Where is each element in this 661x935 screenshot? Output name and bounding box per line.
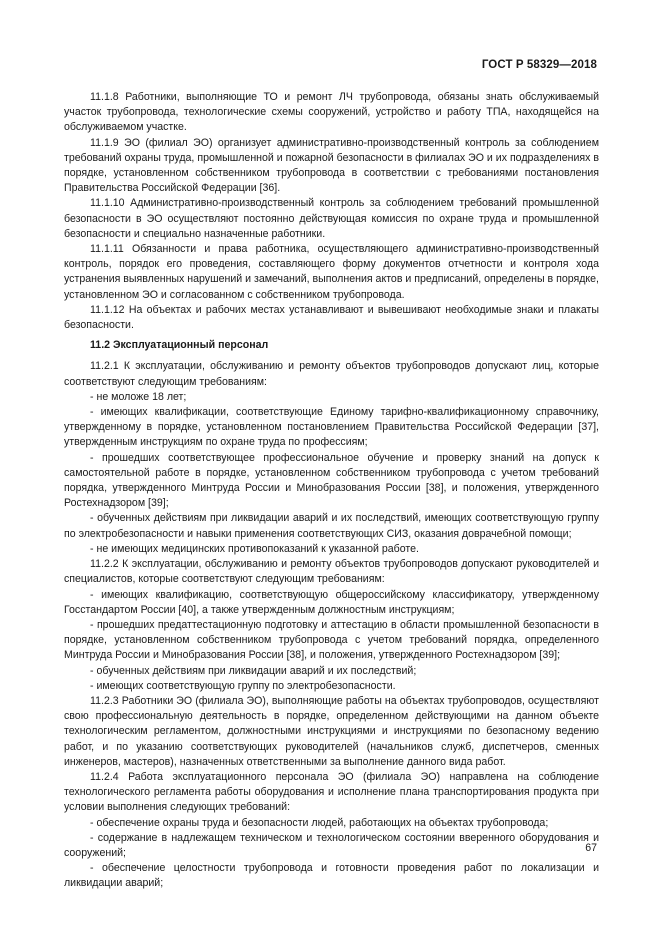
paragraph: 11.1.9 ЭО (филиал ЭО) организует административно-производственный контроль за соблюдением требований охраны труда, промышленной и пожарной безопасности в филиалах ЭО и их подразделениях в порядке, установленном собственником трубопровода в соответствии с требованиями постановления Правительства Российской Федерации [36]. — [64, 136, 599, 195]
list-item: - прошедших предаттестационную подготовку и аттестацию в области промышленной безопасности в порядке, установленном собственником трубопровода с учетом требований порядка, определенного Минтруда России и Минобразования России [38], и положения, утвержденного Ростехнадзором [39]; — [64, 618, 599, 662]
paragraph: 11.2.1 К эксплуатации, обслуживанию и ремонту объектов трубопроводов допускают лиц, которые соответствуют следующим требованиям: — [64, 360, 599, 388]
paragraph: 11.1.10 Административно-производственный контроль за соблюдением требований промышленной безопасности в ЭО осуществляют постоянно действующая комиссия по охране труда и промышленной безопасности и специально назначенные работники. — [64, 197, 599, 240]
document-body — [64, 90, 599, 892]
list-item: - имеющих квалификации, соответствующие Единому тарифно-квалификационному справочнику, утвержденному в порядке, установленном постановлением Правительства Российской Федерации [37], утвержденным инструкциям по охране труда по профессиям; — [64, 406, 599, 449]
paragraph: 11.2.2 К эксплуатации, обслуживанию и ремонту объектов трубопроводов допускают руководителей и специалистов, которые соответствуют следующим требованиям: — [64, 558, 599, 586]
list-item: - прошедших соответствующее профессиональное обучение и проверку знаний на допуск к самостоятельной работе в порядке, установленном собственником трубопровода с учетом требований порядка, утвержденного Минтруда России и Минобразования России [38], и положения, утвержденного Ростехнадзором [39]; — [64, 451, 599, 510]
list-item: - содержание в надлежащем техническом и технологическом состоянии вверенного оборудования и сооружений; — [64, 831, 599, 859]
list-item: - обеспечение целостности трубопровода и готовности проведения работ по локализации и ликвидации аварий; — [64, 862, 599, 890]
list-item: - не имеющих медицинских противопоказаний к указанной работе. — [90, 542, 419, 555]
list-item: - обеспечение охраны труда и безопасности людей, работающих на объектах трубопровода; — [90, 816, 549, 829]
list-item: - имеющих квалификацию, соответствующую общероссийскому классификатору, утвержденному Госстандартом России [40], а также утвержденным должностным инструкциям; — [64, 588, 599, 616]
paragraph: 11.2.4 Работа эксплуатационного персонала ЭО (филиала ЭО) направлена на соблюдение технологического регламента работы оборудования и исполнение плана транспортирования продукта при условии выполнения следующих требований: — [64, 770, 599, 814]
paragraph: 11.1.12 На объектах и рабочих местах устанавливают и вывешивают необходимые знаки и плакаты безопасности. — [64, 303, 599, 332]
list-item: - обученных действиям при ликвидации аварий и их последствий; — [90, 664, 417, 677]
list-item: - не моложе 18 лет; — [90, 390, 187, 403]
page-number: 67 — [585, 842, 597, 854]
paragraph: 11.1.11 Обязанности и права работника, осуществляющего административно-производственный контроль, порядок его проведения, составляющего форму документов отчетности и контроля хода устранения выявленных нарушений и замечаний, выполнения актов и предписаний, определены в порядке, установленном ЭО и согласованном с собственником трубопровода. — [64, 243, 599, 301]
document-code-header: ГОСТ Р 58329—2018 — [481, 59, 597, 71]
paragraph: 11.1.8 Работники, выполняющие ТО и ремонт ЛЧ трубопровода, обязаны знать обслуживаемый участок трубопровода, технологические схемы сооружений, устройство и работу ТПА, находящейся на обслуживаемом участке. — [64, 91, 599, 134]
list-item: - обученных действиям при ликвидации аварий и их последствий, имеющих соответствующую группу по электробезопасности и навыки применения соответствующих СИЗ, оказания доврачебной помощи; — [64, 512, 599, 540]
paragraph: 11.2.3 Работники ЭО (филиала ЭО), выполняющие работы на объектах трубопроводов, осуществляют свою профессиональную деятельность в порядке, определенном действующими на данном объекте технологическим регламентом, должностными инструкциями и инструкциями по безопасному ведению работ, и по указанию соответствующих руководителей (начальников служб, диспетчеров, сменных инженеров, мастеров), назначенных ответственными за выполнение данного вида работ. — [64, 694, 599, 768]
list-item: - имеющих соответствующую группу по электробезопасности. — [90, 679, 396, 692]
section-heading: 11.2 Эксплуатационный персонал — [90, 339, 269, 352]
